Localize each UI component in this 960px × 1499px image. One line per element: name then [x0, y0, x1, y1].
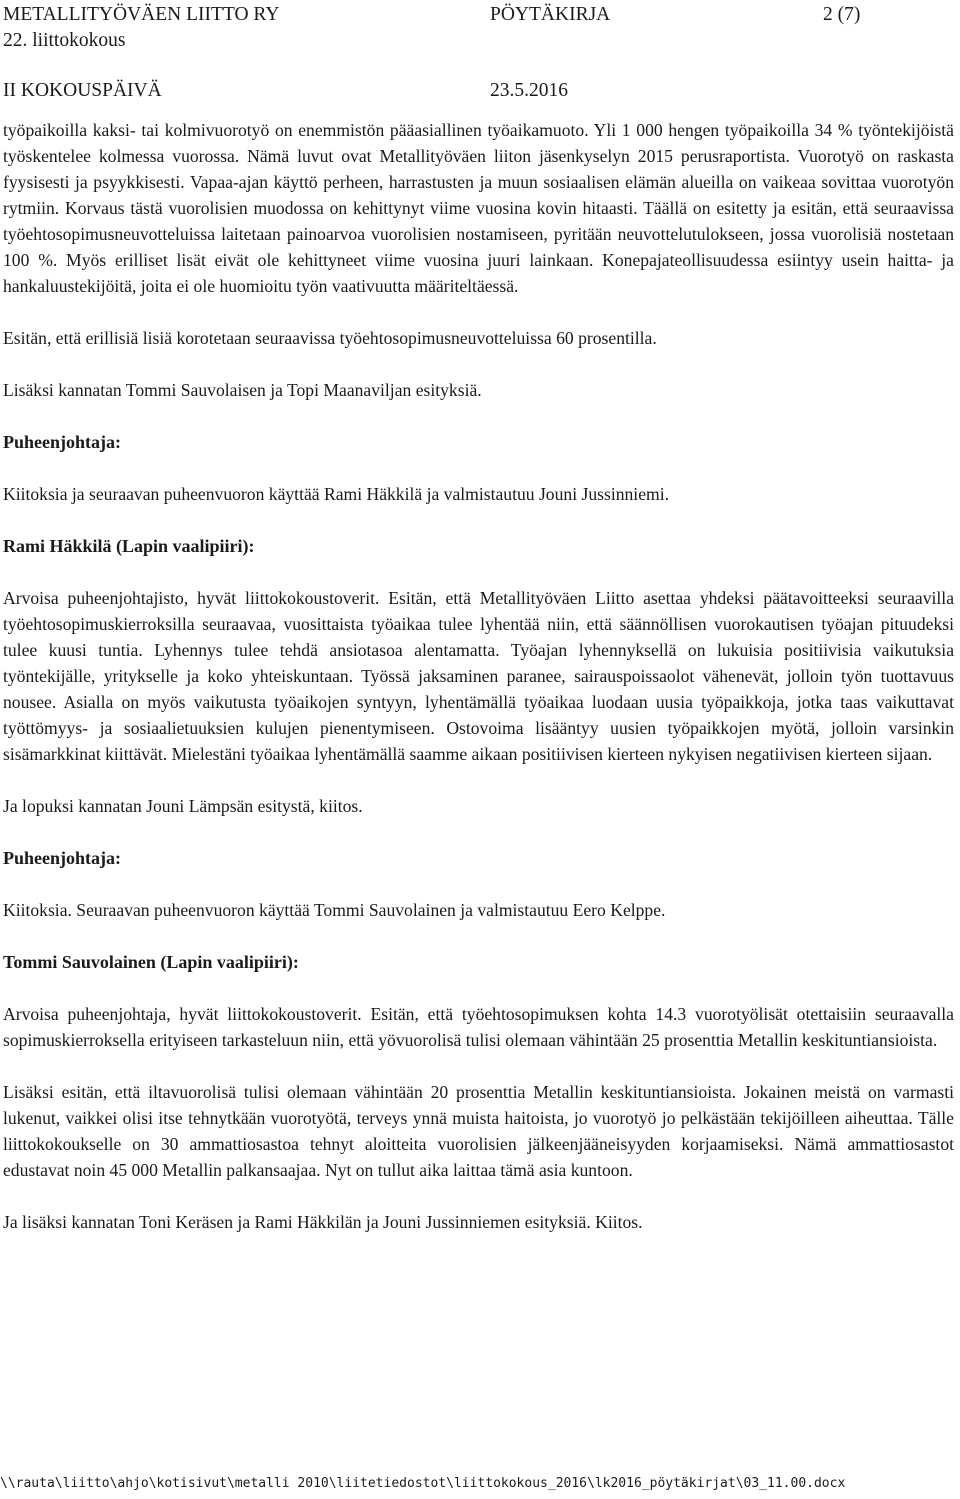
header-day: II KOKOUSPÄIVÄ: [3, 80, 162, 101]
header-date: 23.5.2016: [490, 80, 568, 101]
paragraph: Kiitoksia. Seuraavan puheenvuoron käyttää Tommi Sauvolainen ja valmistautuu Eero Kelppe.: [3, 900, 666, 920]
header-page-number: 2 (7): [823, 4, 861, 25]
paragraph: Ja lopuksi kannatan Jouni Lämpsän esitystä, kiitos.: [3, 796, 363, 816]
speaker-heading: Puheenjohtaja:: [3, 432, 121, 452]
paragraph: työpaikoilla kaksi- tai kolmivuorotyö on enemmistön pääasiallinen työaikamuoto. Yli 1 000 hengen työpaikoilla 34 % työntekijöistä työskentelee kolmessa vuorossa. Nämä luvut ovat Metallityöväen liiton jäsenkyselyn 2015 perusraportista. Vuorotyö on raskasta fyysisesti ja psyykkisesti. Vapaa-ajan käyttö perheen, harrastusten ja muun sosiaalisen elämän alueilla on vaikeaa sovittaa vuorotyön rytmiin. Korvaus tästä vuorolisien muodossa on kehittynyt viime vuosina kovin hitaasti. Täällä on esitetty ja esitän, että seuraavissa työehtosopimusneuvotteluissa laitetaan painoarvoa vuorolisien nostamiseen, pyritään neuvottelutulokseen, jossa vuorolisiä nostetaan 100 %. Myös erilliset lisät eivät ole kehittyneet viime vuosina juuri lainkaan. Konepajateollisuudessa esiintyy usein haitta- ja hankaluustekijöitä, joita ei ole huomioitu työn vaativuutta määriteltäessä.: [3, 120, 954, 296]
footer-file-path: \\rauta\liitto\ahjo\kotisivut\metalli 2010\liitetiedostot\liittokokous_2016\lk2016_pöytäkirjat\03_11.00.docx: [0, 1476, 846, 1491]
paragraph: Kiitoksia ja seuraavan puheenvuoron käyttää Rami Häkkilä ja valmistautuu Jouni Jussinniemi.: [3, 484, 669, 504]
paragraph: Esitän, että erillisiä lisiä korotetaan seuraavissa työehtosopimusneuvotteluissa 60 prosentilla.: [3, 328, 657, 348]
paragraph: Lisäksi kannatan Tommi Sauvolaisen ja Topi Maanaviljan esityksiä.: [3, 380, 482, 400]
header-meeting: 22. liittokokous: [3, 30, 126, 51]
speaker-heading: Puheenjohtaja:: [3, 848, 121, 868]
paragraph: Lisäksi esitän, että iltavuorolisä tulisi olemaan vähintään 20 prosenttia Metallin keskituntiansioista. Jokainen meistä on varmasti lukenut, vaikkei olisi itse tehnytkään vuorotyötä, terveys ynnä muista haitoista, jo vuorotyö jo pelkästään tekijöilleen aiheuttaa. Tälle liittokokoukselle on 30 ammattiosastoa tehnyt aloitteita vuorolisien jälkeenjääneisyyden korjaamiseksi. Nämä ammattiosastot edustavat noin 45 000 Metallin palkansaajaa. Nyt on tullut aika laittaa tämä asia kuntoon.: [3, 1082, 954, 1180]
header-doc-type: PÖYTÄKIRJA: [490, 4, 611, 25]
paragraph: Arvoisa puheenjohtajisto, hyvät liittokokoustoverit. Esitän, että Metallityöväen Liitto asettaa yhdeksi päätavoitteeksi seuraavilla työehtosopimuskierroksilla seuraavaa, vuosittaista työaikaa tulee lyhentää niin, että säännöllisen vuorokautisen työajan pituudeksi tulee kuusi tuntia. Lyhennys tulee tehdä ansiotasoa alentamatta. Työajan lyhennyksellä on lukuisia positiivisia vaikutuksia työntekijälle, yritykselle ja koko yhteiskuntaan. Työssä jaksaminen paranee, sairauspoissaolot vähenevät, jolloin työn tuottavuus nousee. Asialla on myös vaikutusta työaikojen syntyyn, lyhentämällä työaikaa luodaan uusia työpaikkoja, jotka taas vaikuttavat työttömyys- ja sosiaalietuuksien kulujen pienentymiseen. Ostovoima lisääntyy uusien työpaikkojen myötä, jolloin varsinkin sisämarkkinat kiittävät. Mielestäni työaikaa lyhentämällä saamme aikaan positiivisen kierteen nykyisen negatiivisen kierteen sijaan.: [3, 588, 954, 764]
minutes-body: [3, 117, 954, 1261]
paragraph: Arvoisa puheenjohtaja, hyvät liittokokoustoverit. Esitän, että työehtosopimuksen kohta 14.3 vuorotyölisät otettaisiin seuraavalla sopimuskierroksella erityiseen tarkasteluun niin, että yövuorolisä tulisi olemaan vähintään 25 prosenttia Metallin keskituntiansioista.: [3, 1004, 954, 1050]
speaker-heading: Tommi Sauvolainen (Lapin vaalipiiri):: [3, 952, 299, 972]
paragraph: Ja lisäksi kannatan Toni Keräsen ja Rami Häkkilän ja Jouni Jussinniemen esityksiä. Kiitos.: [3, 1212, 643, 1232]
speaker-heading: Rami Häkkilä (Lapin vaalipiiri):: [3, 536, 255, 556]
header-org: METALLITYÖVÄEN LIITTO RY: [3, 4, 280, 25]
